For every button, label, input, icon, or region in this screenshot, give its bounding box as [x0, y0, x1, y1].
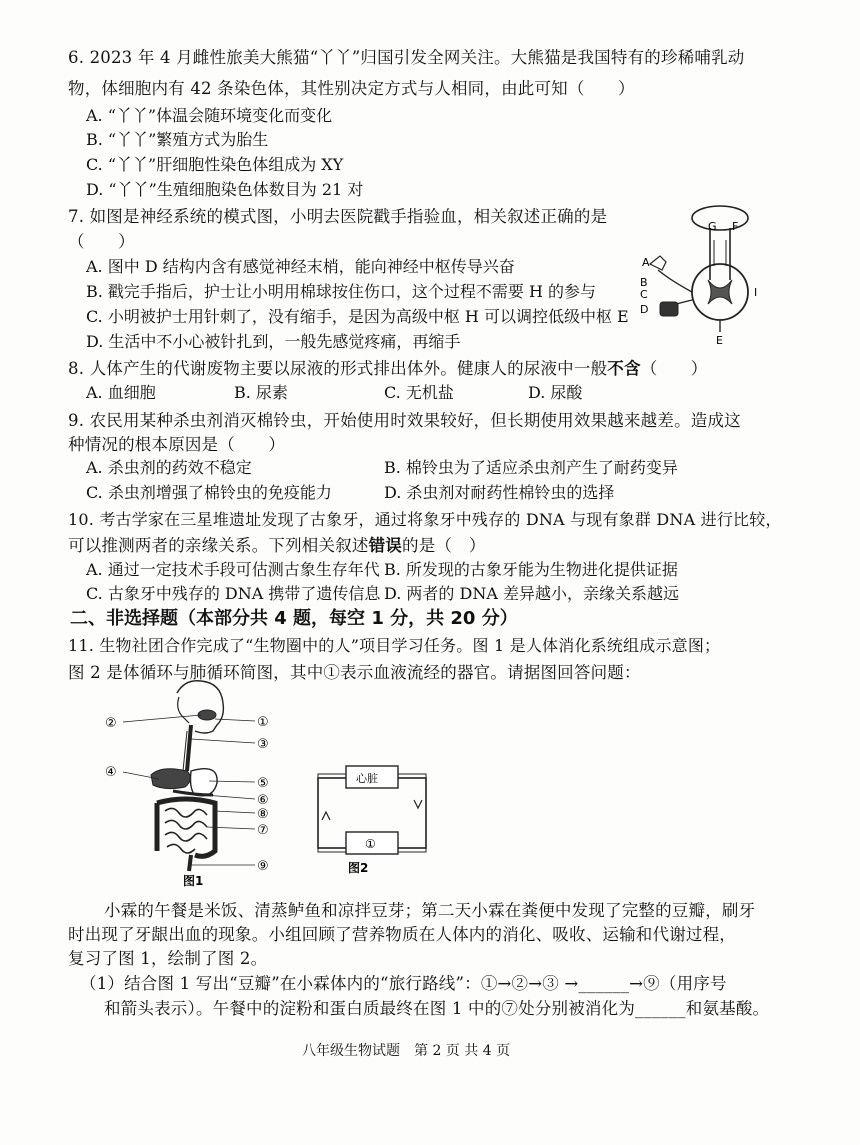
fig1-label-9: ⑨: [257, 859, 269, 874]
fig1-label-8: ⑧: [257, 807, 269, 822]
figure-label-e: E: [716, 334, 723, 347]
q6-option-a: A. “丫丫”体温会随环境变化而变化: [86, 106, 333, 125]
q8-emphasis: 不含: [607, 359, 641, 378]
q11-para-line3: 复习了图 1，绘制了图 2。: [68, 949, 268, 968]
q6-line1: 6. 2023 年 4 月雌性旅美大熊猫“丫丫”归国引发全网关注。大熊猫是我国特有的珍稀哺乳动: [68, 48, 745, 67]
q10-option-d: D. 两者的 DNA 差异越小，亲缘关系越远: [384, 584, 679, 603]
q10-line2: [68, 532, 486, 556]
figure-label-a: A: [642, 256, 650, 269]
q11-sub1-line2: [104, 995, 769, 1019]
q10-option-a: A. 通过一定技术手段可估测古象生存年代: [86, 560, 380, 579]
fig1-label-3: ③: [257, 737, 269, 752]
q11-sub1-blank-2: ______: [635, 999, 686, 1018]
fig1-label-1: ①: [257, 715, 269, 730]
q10-option-c: C. 古象牙中残存的 DNA 携带了遗传信息: [86, 584, 381, 603]
q9-line2: 种情况的根本原因是（ ）: [68, 435, 286, 454]
q11-sub1-blank-1: ______: [578, 974, 630, 993]
q7-option-a: A. 图中 D 结构内含有感觉神经末梢，能向神经中枢传导兴奋: [86, 257, 515, 276]
q8-paren: （ ）: [640, 359, 708, 378]
figure-label-g: G: [708, 220, 717, 233]
circulation-figure: [310, 760, 435, 875]
fig1-label-6: ⑥: [257, 793, 269, 808]
q7-line1: 7. 如图是神经系统的模式图，小明去医院戳手指验血，相关叙述正确的是: [68, 207, 608, 226]
q10-line1: 10. 考古学家在三星堆遗址发现了古象牙，通过将象牙中残存的 DNA 与现有象群 DNA 进行比较，: [68, 510, 782, 529]
q11-sub1-text-c: 和箭头表示）。午餐中的淀粉和蛋白质最终在图 1 中的⑦处分别被消化为: [104, 999, 636, 1018]
fig1-label-4: ④: [105, 765, 117, 780]
digestive-system-figure: [95, 675, 295, 887]
q8-text: 8. 人体产生的代谢废物主要以尿液的形式排出体外。健康人的尿液中一般: [68, 359, 608, 378]
fig2-organ-label: ①: [365, 837, 376, 851]
section-heading: 二、非选择题（本部分共 4 题，每空 1 分，共 20 分）: [70, 608, 518, 629]
q9-option-c: C. 杀虫剂增强了棉铃虫的免疫能力: [86, 483, 332, 502]
q11-sub1-text-b: →⑨（用序号: [629, 974, 727, 993]
q11-line1: 11. 生物社团合作完成了“生物圈中的人”项目学习任务。图 1 是人体消化系统组成示意图；: [68, 636, 721, 655]
q7-option-b: B. 戳完手指后，护士让小明用棉球按住伤口，这个过程不需要 H 的参与: [86, 282, 597, 301]
fig1-label-2: ②: [105, 716, 117, 731]
q11-sub1-text-a: （1）结合图 1 写出“豆瓣”在小霖体内的“旅行路线”：①→②→③ →: [80, 974, 579, 993]
q9-option-b: B. 棉铃虫为了适应杀虫剂产生了耐药变异: [384, 458, 678, 477]
nervous-system-figure: [630, 200, 780, 350]
q6-option-b: B. “丫丫”繁殖方式为胎生: [86, 130, 269, 149]
q10-paren: 的是（ ）: [402, 536, 486, 555]
q9-line1: 9. 农民用某种杀虫剂消灭棉铃虫，开始使用时效果较好，但长期使用效果越来越差。造成这: [68, 411, 741, 430]
q11-para-line1: 小霖的午餐是米饭、清蒸鲈鱼和凉拌豆芽；第二天小霖在粪便中发现了完整的豆瓣，刷牙: [104, 901, 756, 920]
q10-option-b: B. 所发现的古象牙能为生物进化提供证据: [384, 560, 678, 579]
q11-para-line2: 时出现了牙龈出血的现象。小组回顾了营养物质在人体内的消化、吸收、运输和代谢过程，: [68, 925, 736, 944]
q8-option-b: B. 尿素: [234, 383, 288, 402]
fig1-label-7: ⑦: [257, 823, 269, 838]
figure-label-b: B: [640, 276, 648, 289]
q9-option-d: D. 杀虫剂对耐药性棉铃虫的选择: [384, 483, 615, 502]
fig1-caption: 图1: [183, 874, 204, 887]
q8-option-c: C. 无机盐: [384, 383, 454, 402]
q10-emphasis: 错误: [368, 536, 403, 555]
q8-option-a: A. 血细胞: [86, 383, 156, 402]
fig1-label-5: ⑤: [257, 776, 269, 791]
figure-label-i: I: [754, 286, 758, 299]
page-footer: 八年级生物试题 第 2 页 共 4 页: [302, 1043, 511, 1059]
q11-sub1-line1: [80, 970, 727, 994]
figure-label-f: F: [732, 220, 739, 233]
q8-option-d: D. 尿酸: [528, 383, 583, 402]
q7-option-d: D. 生活中不小心被针扎到，一般先感觉疼痛，再缩手: [86, 332, 461, 351]
q7-line2: （ ）: [68, 232, 135, 251]
q11-line2: 图 2 是体循环与肺循环简图，其中①表示血液流经的器官。请据图回答问题：: [68, 663, 641, 682]
q6-option-d: D. “丫丫”生殖细胞染色体数目为 21 对: [86, 180, 364, 199]
q8-line1: [68, 355, 708, 379]
figure-label-c: C: [640, 288, 648, 301]
q6-line2: 物，体细胞内有 42 条染色体，其性别决定方式与人相同，由此可知（ ）: [68, 79, 635, 98]
q9-option-a: A. 杀虫剂的药效不稳定: [86, 458, 252, 477]
q7-option-c: C. 小明被护士用针刺了，没有缩手，是因为高级中枢 H 可以调控低级中枢 E: [86, 307, 629, 326]
q6-option-c: C. “丫丫”肝细胞性染色体组成为 XY: [86, 155, 344, 174]
fig2-caption: 图2: [348, 861, 369, 875]
figure-label-d: D: [640, 303, 649, 316]
q10-text: 可以推测两者的亲缘关系。下列相关叙述: [68, 536, 369, 555]
fig2-heart-label: 心脏: [356, 772, 378, 785]
q11-sub1-text-d: 和氨基酸。: [685, 999, 770, 1018]
